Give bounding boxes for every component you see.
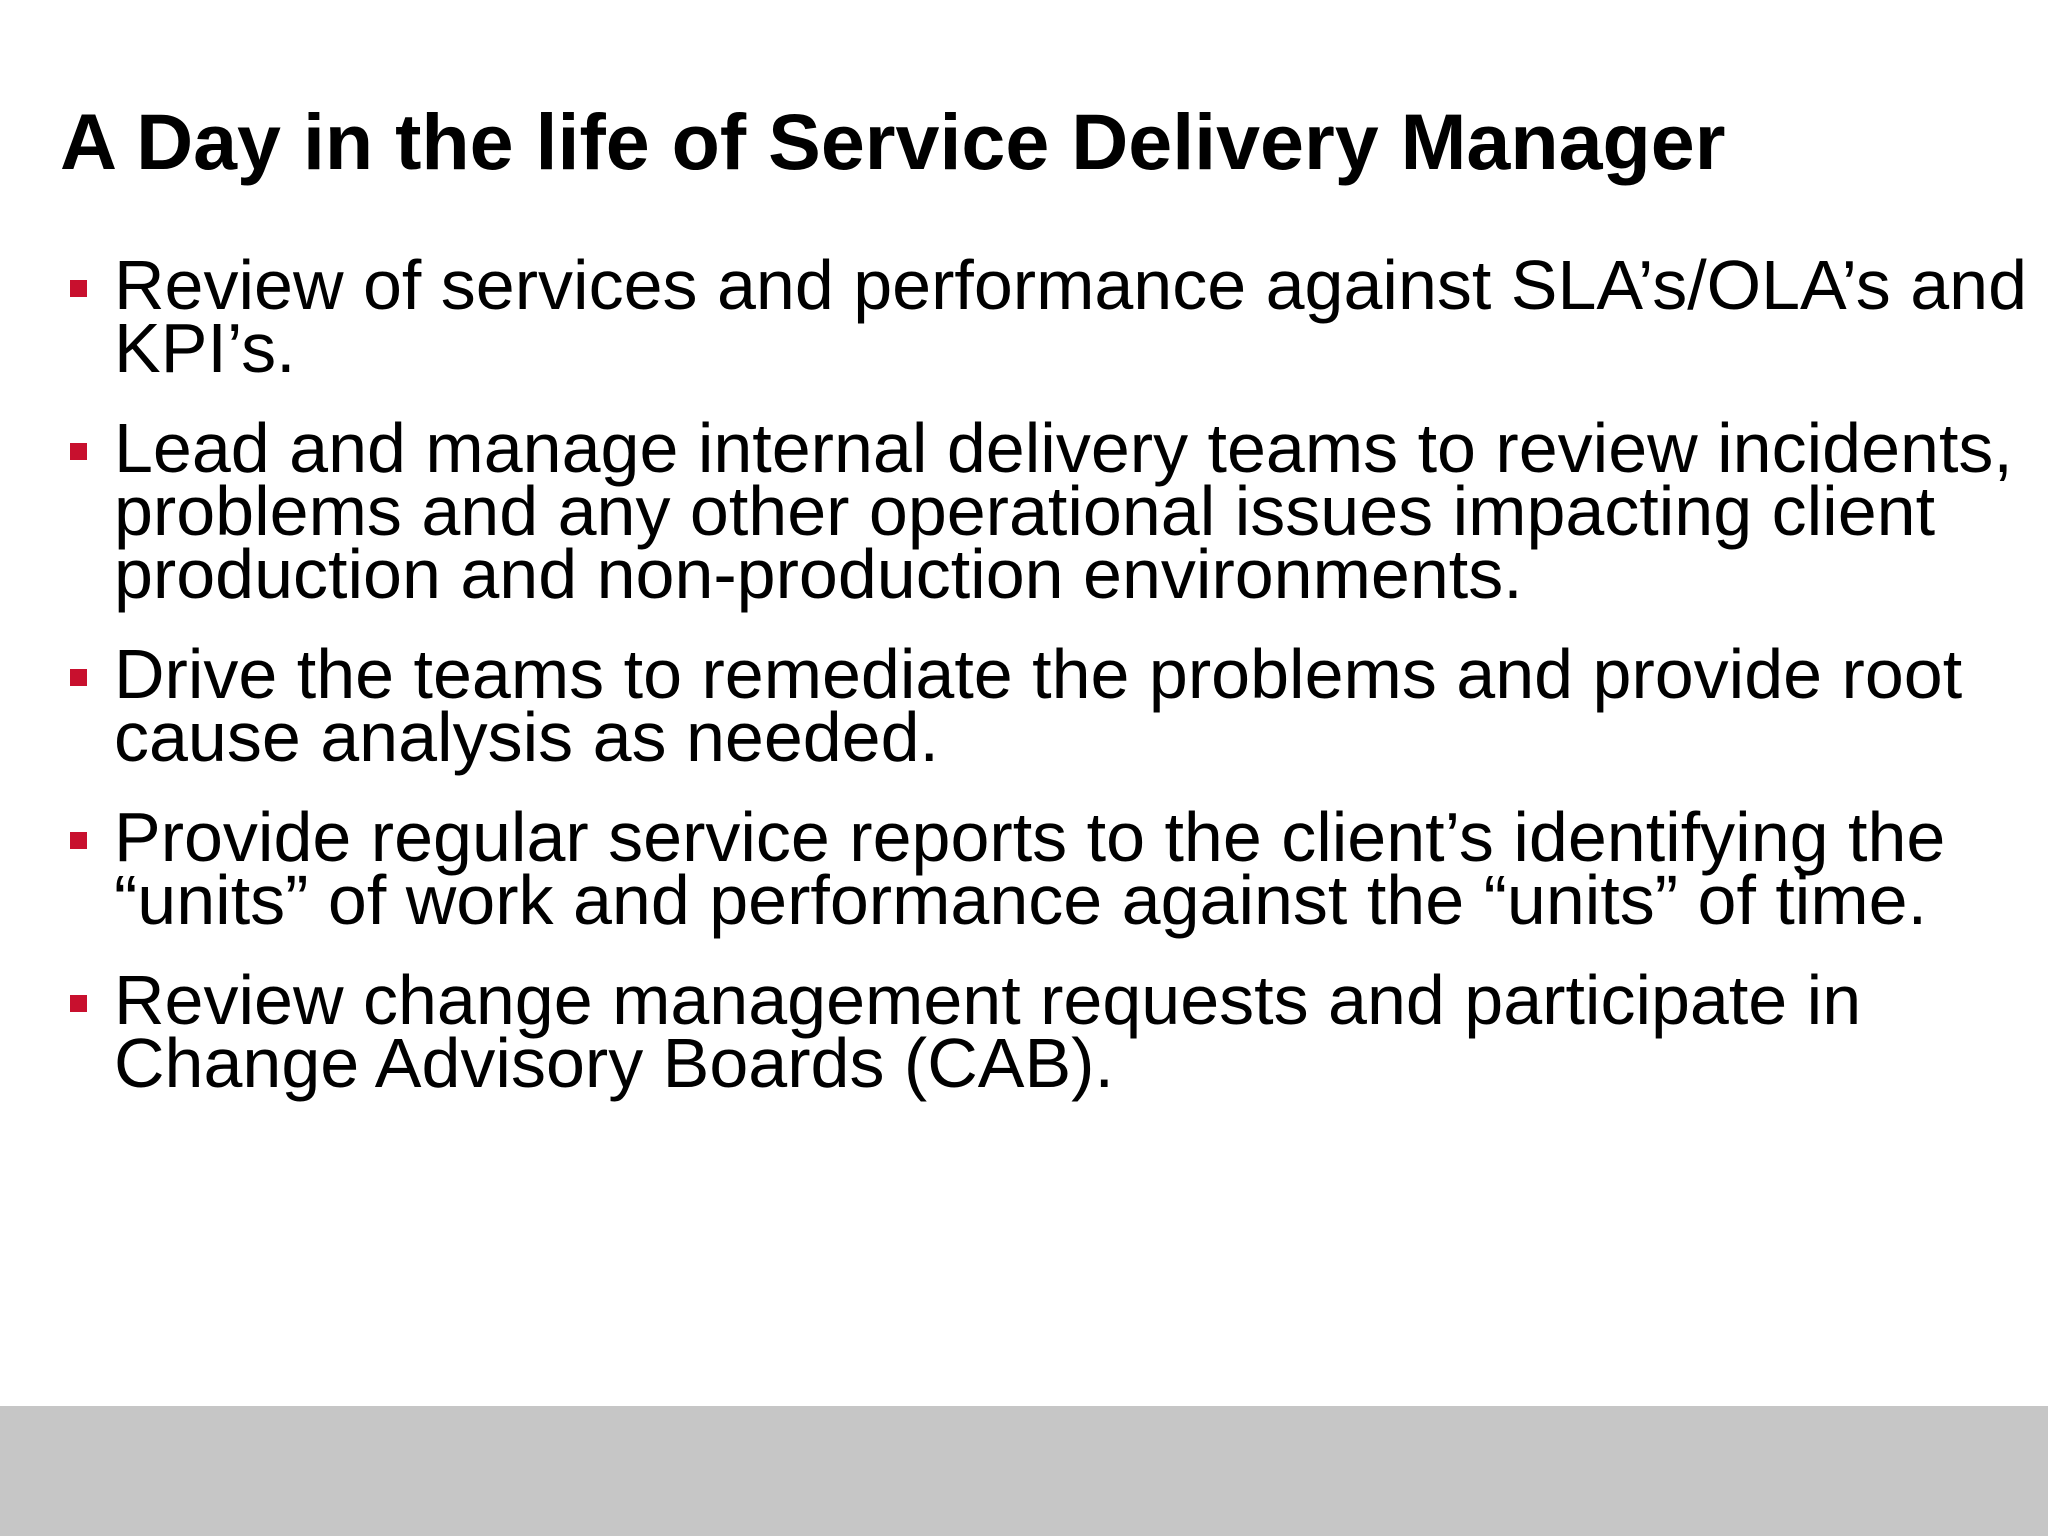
square-bullet-icon	[70, 443, 87, 460]
bullet-item	[0, 409, 2048, 613]
square-bullet-icon	[70, 280, 87, 297]
bullet-text: Drive the teams to remediate the problems and provide root cause analysis as needed.	[114, 635, 1963, 776]
slide-title: A Day in the life of Service Delivery Manager	[60, 97, 1726, 186]
bullet-item	[0, 246, 2048, 387]
square-bullet-icon	[70, 669, 87, 686]
footer-band	[0, 1406, 2048, 1536]
square-bullet-icon	[70, 995, 87, 1012]
bullet-item	[0, 798, 2048, 939]
bullet-text: Review of services and performance against SLA’s/OLA’s and KPI’s.	[114, 246, 2028, 387]
bullet-text: Review change management requests and participate in Change Advisory Boards (CAB).	[114, 961, 1862, 1102]
bullet-list	[0, 246, 2048, 1132]
bullet-item	[0, 961, 2048, 1102]
square-bullet-icon	[70, 832, 87, 849]
bullet-text: Provide regular service reports to the client’s identifying the “units” of work and performance against the “units” of time.	[114, 798, 1946, 939]
bullet-text: Lead and manage internal delivery teams to review incidents, problems and any other operational issues impacting client production and non-production environments.	[114, 409, 2013, 613]
bullet-item	[0, 635, 2048, 776]
